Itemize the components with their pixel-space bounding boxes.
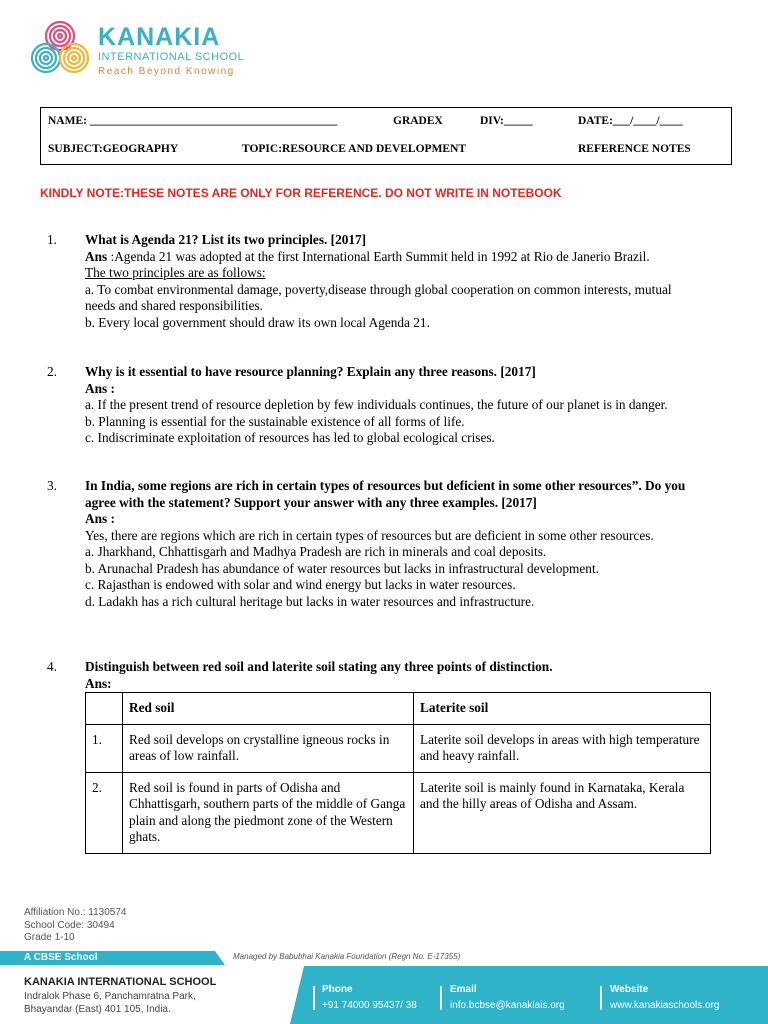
question-text: Distinguish between red soil and laterite soil stating any three points of distinction. — [85, 659, 553, 674]
separator — [440, 986, 442, 1010]
table-row — [86, 772, 711, 853]
phone-value[interactable]: +91 74000 95437/ 38 — [322, 1000, 417, 1011]
grade-range: Grade 1-10 — [24, 932, 75, 943]
answer-label: Ans : — [85, 380, 115, 396]
question-text: Why is it essential to have resource planning? Explain any three reasons. [2017] — [85, 364, 536, 379]
answer-line: d. Ladakh has a rich cultural heritage but lacks in water resources and infrastructure. — [85, 593, 535, 609]
table-row — [86, 724, 711, 772]
table-header — [86, 693, 123, 725]
website-label: Website — [610, 984, 649, 995]
grade-label: GRADEX — [393, 115, 443, 127]
answer-label: Ans — [85, 248, 108, 264]
answer-label: Ans : — [85, 511, 115, 526]
table-cell: Red soil is found in parts of Odisha and Chhattisgarh, southern parts of the middle of Ganga plain and along the piedmont zone of the Western ghats. — [123, 772, 414, 853]
school-logo — [30, 10, 260, 90]
soil-comparison-table — [85, 692, 711, 854]
table-cell: 1. — [86, 724, 123, 772]
contact-bar — [290, 966, 768, 1024]
table-header: Laterite soil — [414, 693, 711, 725]
answer-line: c. Indiscriminate exploitation of resources has led to global ecological crises. — [85, 430, 495, 445]
school-address — [24, 976, 216, 1016]
website-value[interactable]: www.kanakiaschools.org — [610, 1000, 720, 1011]
reference-label: REFERENCE NOTES — [578, 143, 691, 155]
separator — [313, 986, 315, 1010]
question-number: 1. — [47, 232, 57, 247]
div-field[interactable]: DIV:_____ — [480, 115, 533, 127]
phone-label: Phone — [322, 984, 353, 995]
affiliation-no: Affiliation No.: 1130574 — [24, 907, 127, 918]
answer-line: Yes, there are regions which are rich in certain types of resources but are deficient in some other resources. — [85, 527, 654, 543]
answer-subheading: The two principles are as follows: — [85, 265, 266, 280]
answer-label: Ans: — [85, 675, 112, 691]
table-cell: Laterite soil is mainly found in Karnataka, Kerala and the hilly areas of Odisha and Assam. — [414, 772, 711, 853]
answer-line: a. To combat environmental damage, poverty,disease through global cooperation on common interests, mutual needs and shared responsibilities. — [85, 281, 672, 313]
email-label: Email — [450, 984, 477, 995]
address-line: Indralok Phase 6, Panchamratna Park, — [24, 991, 196, 1002]
student-info-box — [40, 107, 732, 165]
footer-school-name: KANAKIA INTERNATIONAL SCHOOL — [24, 976, 217, 988]
question-number: 3. — [47, 478, 57, 493]
question-number: 2. — [47, 364, 57, 379]
answer-line: c. Rajasthan is endowed with solar and wind energy but lacks in water resources. — [85, 577, 516, 592]
managed-by: Managed by Babubhai Kanakia Foundation (Regn No. E-17355) — [233, 952, 461, 961]
question-text: In India, some regions are rich in certain types of resources but deficient in some other resources”. Do you agree with the statement? Support your answer with any three examples. [2017] — [85, 478, 686, 510]
cbse-label: A CBSE School — [24, 952, 98, 963]
question-text: What is Agenda 21? List its two principles. [2017] — [85, 232, 367, 247]
table-header: Red soil — [123, 693, 414, 725]
logo-mark-icon — [30, 10, 105, 80]
table-cell: 2. — [86, 772, 123, 853]
answer-line: b. Arunachal Pradesh has abundance of water resources but lacks in infrastructural development. — [85, 560, 599, 576]
answer-line: b. Planning is essential for the sustainable existence of all forms of life. — [85, 413, 465, 429]
contact-bar-wedge-icon — [290, 966, 320, 1024]
topic-label: TOPIC:RESOURCE AND DEVELOPMENT — [242, 143, 467, 155]
table-cell: Laterite soil develops in areas with high temperature and heavy rainfall. — [414, 724, 711, 772]
contact-email — [450, 984, 565, 1011]
contact-phone — [322, 984, 417, 1011]
address-line: Bhayandar (East) 401 105, India. — [24, 1004, 171, 1015]
table-header-row — [86, 693, 711, 725]
subject-label: SUBJECT:GEOGRAPHY — [48, 143, 179, 155]
answer-line: a. If the present trend of resource depletion by few individuals continues, the future of our planet is in danger. — [85, 397, 668, 412]
school-code: School Code: 30494 — [24, 919, 115, 931]
contact-website — [610, 984, 720, 1011]
name-field[interactable]: NAME: ___________________________________________ — [48, 115, 338, 127]
brand-sub: INTERNATIONAL SCHOOL — [98, 51, 245, 63]
brand-tagline: Reach Beyond Knowing — [98, 66, 235, 77]
answer-text: :Agenda 21 was adopted at the first International Earth Summit held in 1992 at Rio de Janerio Brazil. — [107, 248, 650, 264]
answer-line: b. Every local government should draw its own local Agenda 21. — [85, 314, 430, 330]
affiliation-block — [24, 907, 126, 945]
brand-name: KANAKIA — [98, 23, 221, 51]
answer-line: a. Jharkhand, Chhattisgarh and Madhya Pradesh are rich in minerals and coal deposits. — [85, 544, 547, 559]
email-value[interactable]: info.bcbse@kanakiais.org — [450, 1000, 565, 1011]
question-number: 4. — [47, 659, 57, 674]
date-field[interactable]: DATE:___/____/____ — [578, 115, 683, 127]
reference-note: KINDLY NOTE:THESE NOTES ARE ONLY FOR REFERENCE. DO NOT WRITE IN NOTEBOOK — [40, 186, 562, 200]
table-cell: Red soil develops on crystalline igneous rocks in areas of low rainfall. — [123, 724, 414, 772]
separator — [600, 986, 602, 1010]
